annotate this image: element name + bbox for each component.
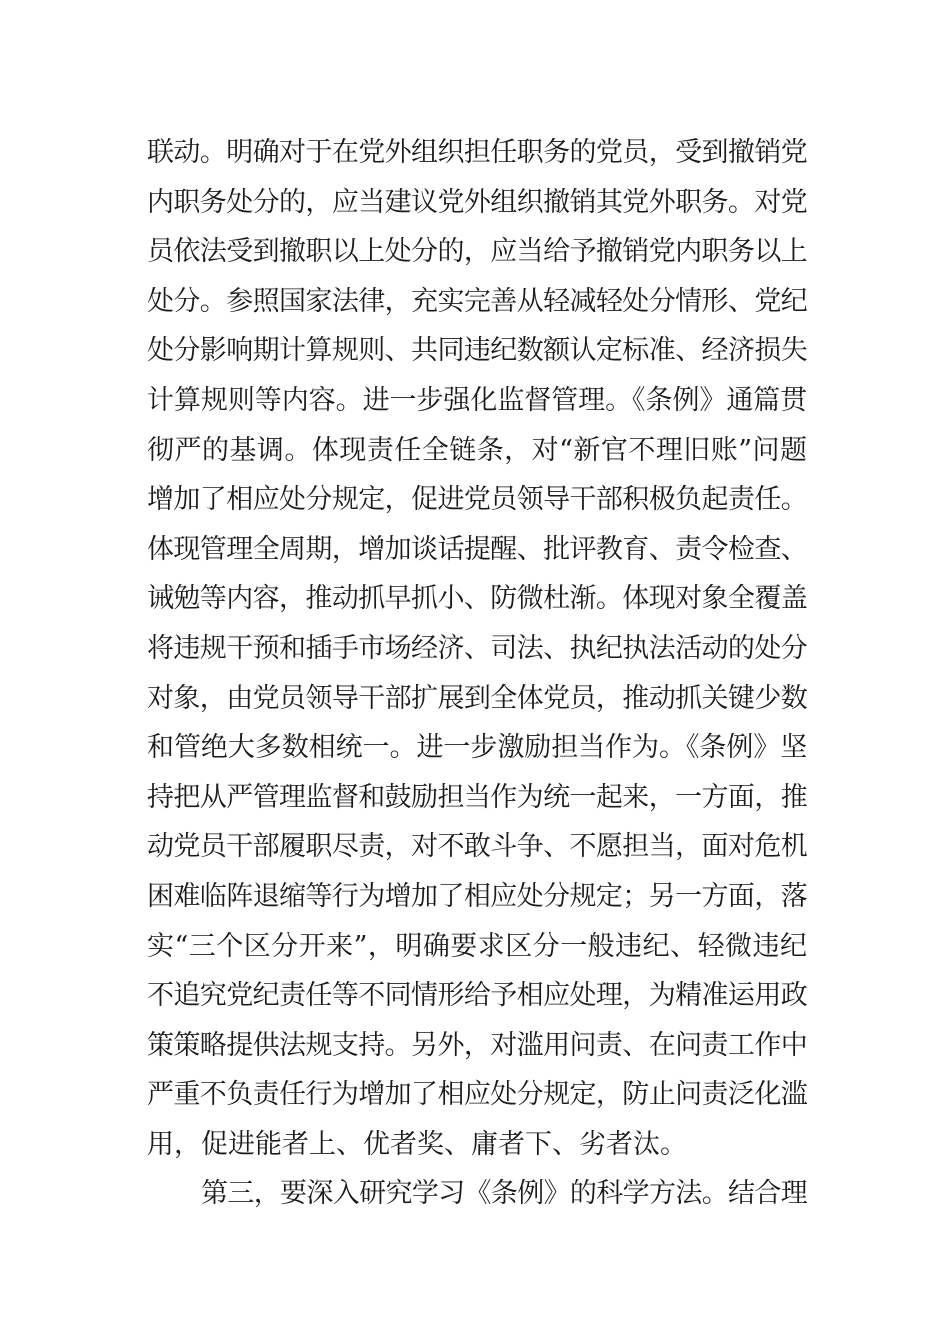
text-line-14: 持把从严管理监督和鼓励担当作为统一起来，一方面，推 — [147, 781, 807, 813]
text-line-20: 严重不负责任行为增加了相应处分规定，防止问责泛化滥 — [147, 1079, 807, 1111]
text-line-21: 用，促进能者上、优者奖、庸者下、劣者汰。 — [147, 1128, 687, 1160]
text-line-22: 第三，要深入研究学习《条例》的科学方法。结合理 — [201, 1178, 807, 1210]
text-line-11: 将违规干预和插手市场经济、司法、执纪执法活动的处分 — [147, 632, 807, 664]
body-text — [147, 128, 807, 1219]
text-line-6: 计算规则等内容。进一步强化监督管理。《条例》通篇贯 — [147, 384, 807, 416]
text-line-18: 不追究党纪责任等不同情形给予相应处理，为精准运用政 — [147, 980, 807, 1012]
text-line-10: 诫勉等内容，推动抓早抓小、防微杜渐。体现对象全覆盖 — [147, 583, 807, 615]
text-line-13: 和管绝大多数相统一。进一步激励担当作为。《条例》坚 — [147, 732, 807, 764]
text-line-4: 处分。参照国家法律，充实完善从轻减轻处分情形、党纪 — [147, 285, 807, 317]
text-line-5: 处分影响期计算规则、共同违纪数额认定标准、经济损失 — [147, 335, 807, 367]
text-line-8: 增加了相应处分规定，促进党员领导干部积极负起责任。 — [147, 484, 807, 516]
text-line-19: 策策略提供法规支持。另外，对滥用问责、在问责工作中 — [147, 1029, 807, 1061]
text-line-1: 联动。明确对于在党外组织担任职务的党员，受到撤销党 — [147, 137, 807, 168]
text-line-17: 实“三个区分开来”，明确要求区分一般违纪、轻微违纪 — [147, 930, 807, 962]
text-line-16: 困难临阵退缩等行为增加了相应处分规定；另一方面，落 — [147, 880, 807, 912]
text-line-12: 对象，由党员领导干部扩展到全体党员，推动抓关键少数 — [147, 682, 807, 714]
text-line-9: 体现管理全周期，增加谈话提醒、批评教育、责令检查、 — [147, 533, 807, 565]
text-line-2: 内职务处分的，应当建议党外组织撤销其党外职务。对党 — [147, 186, 807, 218]
text-line-15: 动党员干部履职尽责，对不敢斗争、不愿担当，面对危机 — [147, 831, 807, 863]
text-line-3: 员依法受到撤职以上处分的，应当给予撤销党内职务以上 — [147, 236, 807, 268]
text-line-7: 彻严的基调。体现责任全链条，对“新官不理旧账”问题 — [147, 434, 807, 466]
